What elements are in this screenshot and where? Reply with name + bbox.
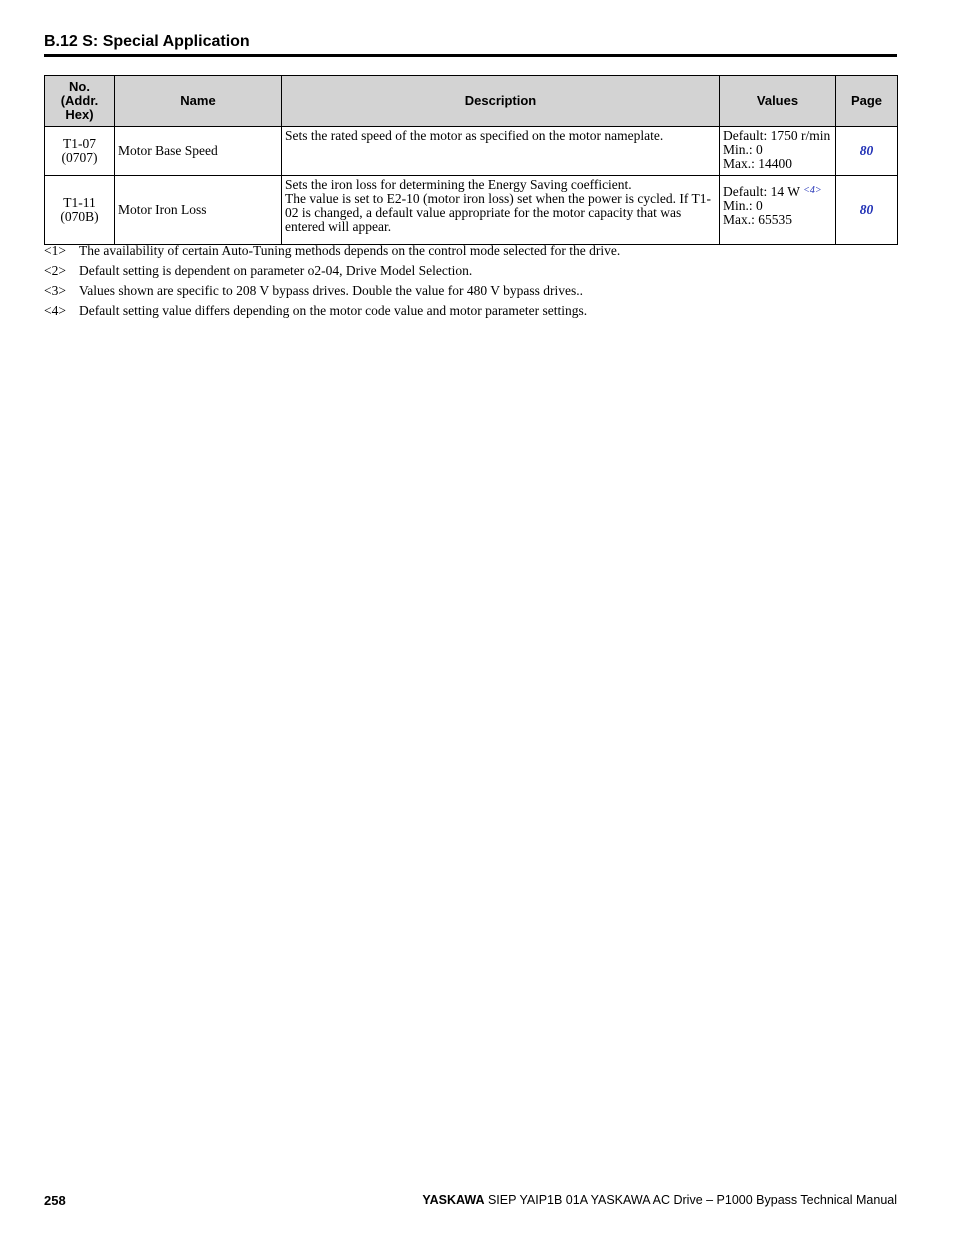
param-no-cell bbox=[45, 176, 115, 245]
value-default-text: Default: 1750 r/min bbox=[723, 128, 831, 143]
header-page: Page bbox=[836, 76, 898, 127]
header-no-line: (Addr. bbox=[60, 93, 99, 108]
title-rule bbox=[44, 54, 897, 57]
page-link[interactable]: 80 bbox=[859, 202, 874, 217]
footer-brand: YASKAWA bbox=[422, 1193, 485, 1207]
value-min: Min.: 0 bbox=[723, 198, 763, 213]
description-line: The value is set to E2-10 (motor iron loss) set when the power is cycled. If T1-02 is changed, a default value appropriate for the motor capacity that was entered will appear. bbox=[285, 191, 712, 234]
param-no-cell bbox=[45, 127, 115, 176]
footnote-text: Values shown are specific to 208 V bypass drives. Double the value for 480 V bypass drives.. bbox=[79, 283, 584, 298]
header-values: Values bbox=[720, 76, 836, 127]
footnote-mark: <4> bbox=[44, 303, 66, 318]
param-no: T1-11 bbox=[63, 195, 96, 210]
footer-manual-title bbox=[422, 1193, 897, 1207]
param-addr: (070B) bbox=[60, 209, 99, 224]
param-addr: (0707) bbox=[61, 150, 98, 165]
value-default-text: Default: 14 W bbox=[723, 184, 800, 199]
footnote bbox=[44, 283, 904, 303]
page-cell bbox=[836, 127, 898, 176]
value-default bbox=[723, 129, 832, 143]
param-description bbox=[282, 176, 720, 245]
page-link[interactable]: 80 bbox=[859, 143, 874, 158]
page-cell bbox=[836, 176, 898, 245]
header-name: Name bbox=[115, 76, 282, 127]
footnote bbox=[44, 263, 904, 283]
value-max: Max.: 65535 bbox=[723, 212, 792, 227]
header-no-line: Hex) bbox=[65, 107, 94, 122]
header-no-line: No. bbox=[69, 79, 90, 94]
param-values bbox=[720, 127, 836, 176]
footnote-text: Default setting is dependent on parameter o2-04, Drive Model Selection. bbox=[79, 263, 473, 278]
footnote-ref-link[interactable]: <4> bbox=[803, 185, 822, 196]
value-max: Max.: 14400 bbox=[723, 156, 792, 171]
footer-manual-text: SIEP YAIP1B 01A YASKAWA AC Drive – P1000 Bypass Technical Manual bbox=[487, 1193, 897, 1207]
table-row bbox=[45, 176, 898, 245]
param-name: Motor Base Speed bbox=[115, 127, 282, 176]
footnote bbox=[44, 243, 904, 263]
footnote-text: The availability of certain Auto-Tuning methods depends on the control mode selected for the drive. bbox=[79, 243, 621, 258]
footnote-text: Default setting value differs depending on the motor code value and motor parameter settings. bbox=[79, 303, 588, 318]
param-values bbox=[720, 176, 836, 245]
footnote-mark: <2> bbox=[44, 263, 66, 278]
description-line: Sets the iron loss for determining the Energy Saving coefficient. bbox=[285, 177, 632, 192]
header-no bbox=[45, 76, 115, 127]
footnote-mark: <1> bbox=[44, 243, 66, 258]
footnote-mark: <3> bbox=[44, 283, 66, 298]
parameter-table bbox=[44, 75, 898, 245]
value-default bbox=[723, 184, 832, 199]
header-description: Description bbox=[282, 76, 720, 127]
footnote bbox=[44, 303, 904, 323]
footnotes bbox=[44, 243, 904, 323]
table-row bbox=[45, 127, 898, 176]
param-name: Motor Iron Loss bbox=[115, 176, 282, 245]
value-min: Min.: 0 bbox=[723, 142, 763, 157]
page-number: 258 bbox=[44, 1193, 66, 1208]
table-header-row bbox=[45, 76, 898, 127]
param-no: T1-07 bbox=[63, 136, 96, 151]
param-description bbox=[282, 127, 720, 176]
section-title: B.12 S: Special Application bbox=[44, 33, 250, 50]
description-line: Sets the rated speed of the motor as specified on the motor nameplate. bbox=[285, 128, 664, 143]
